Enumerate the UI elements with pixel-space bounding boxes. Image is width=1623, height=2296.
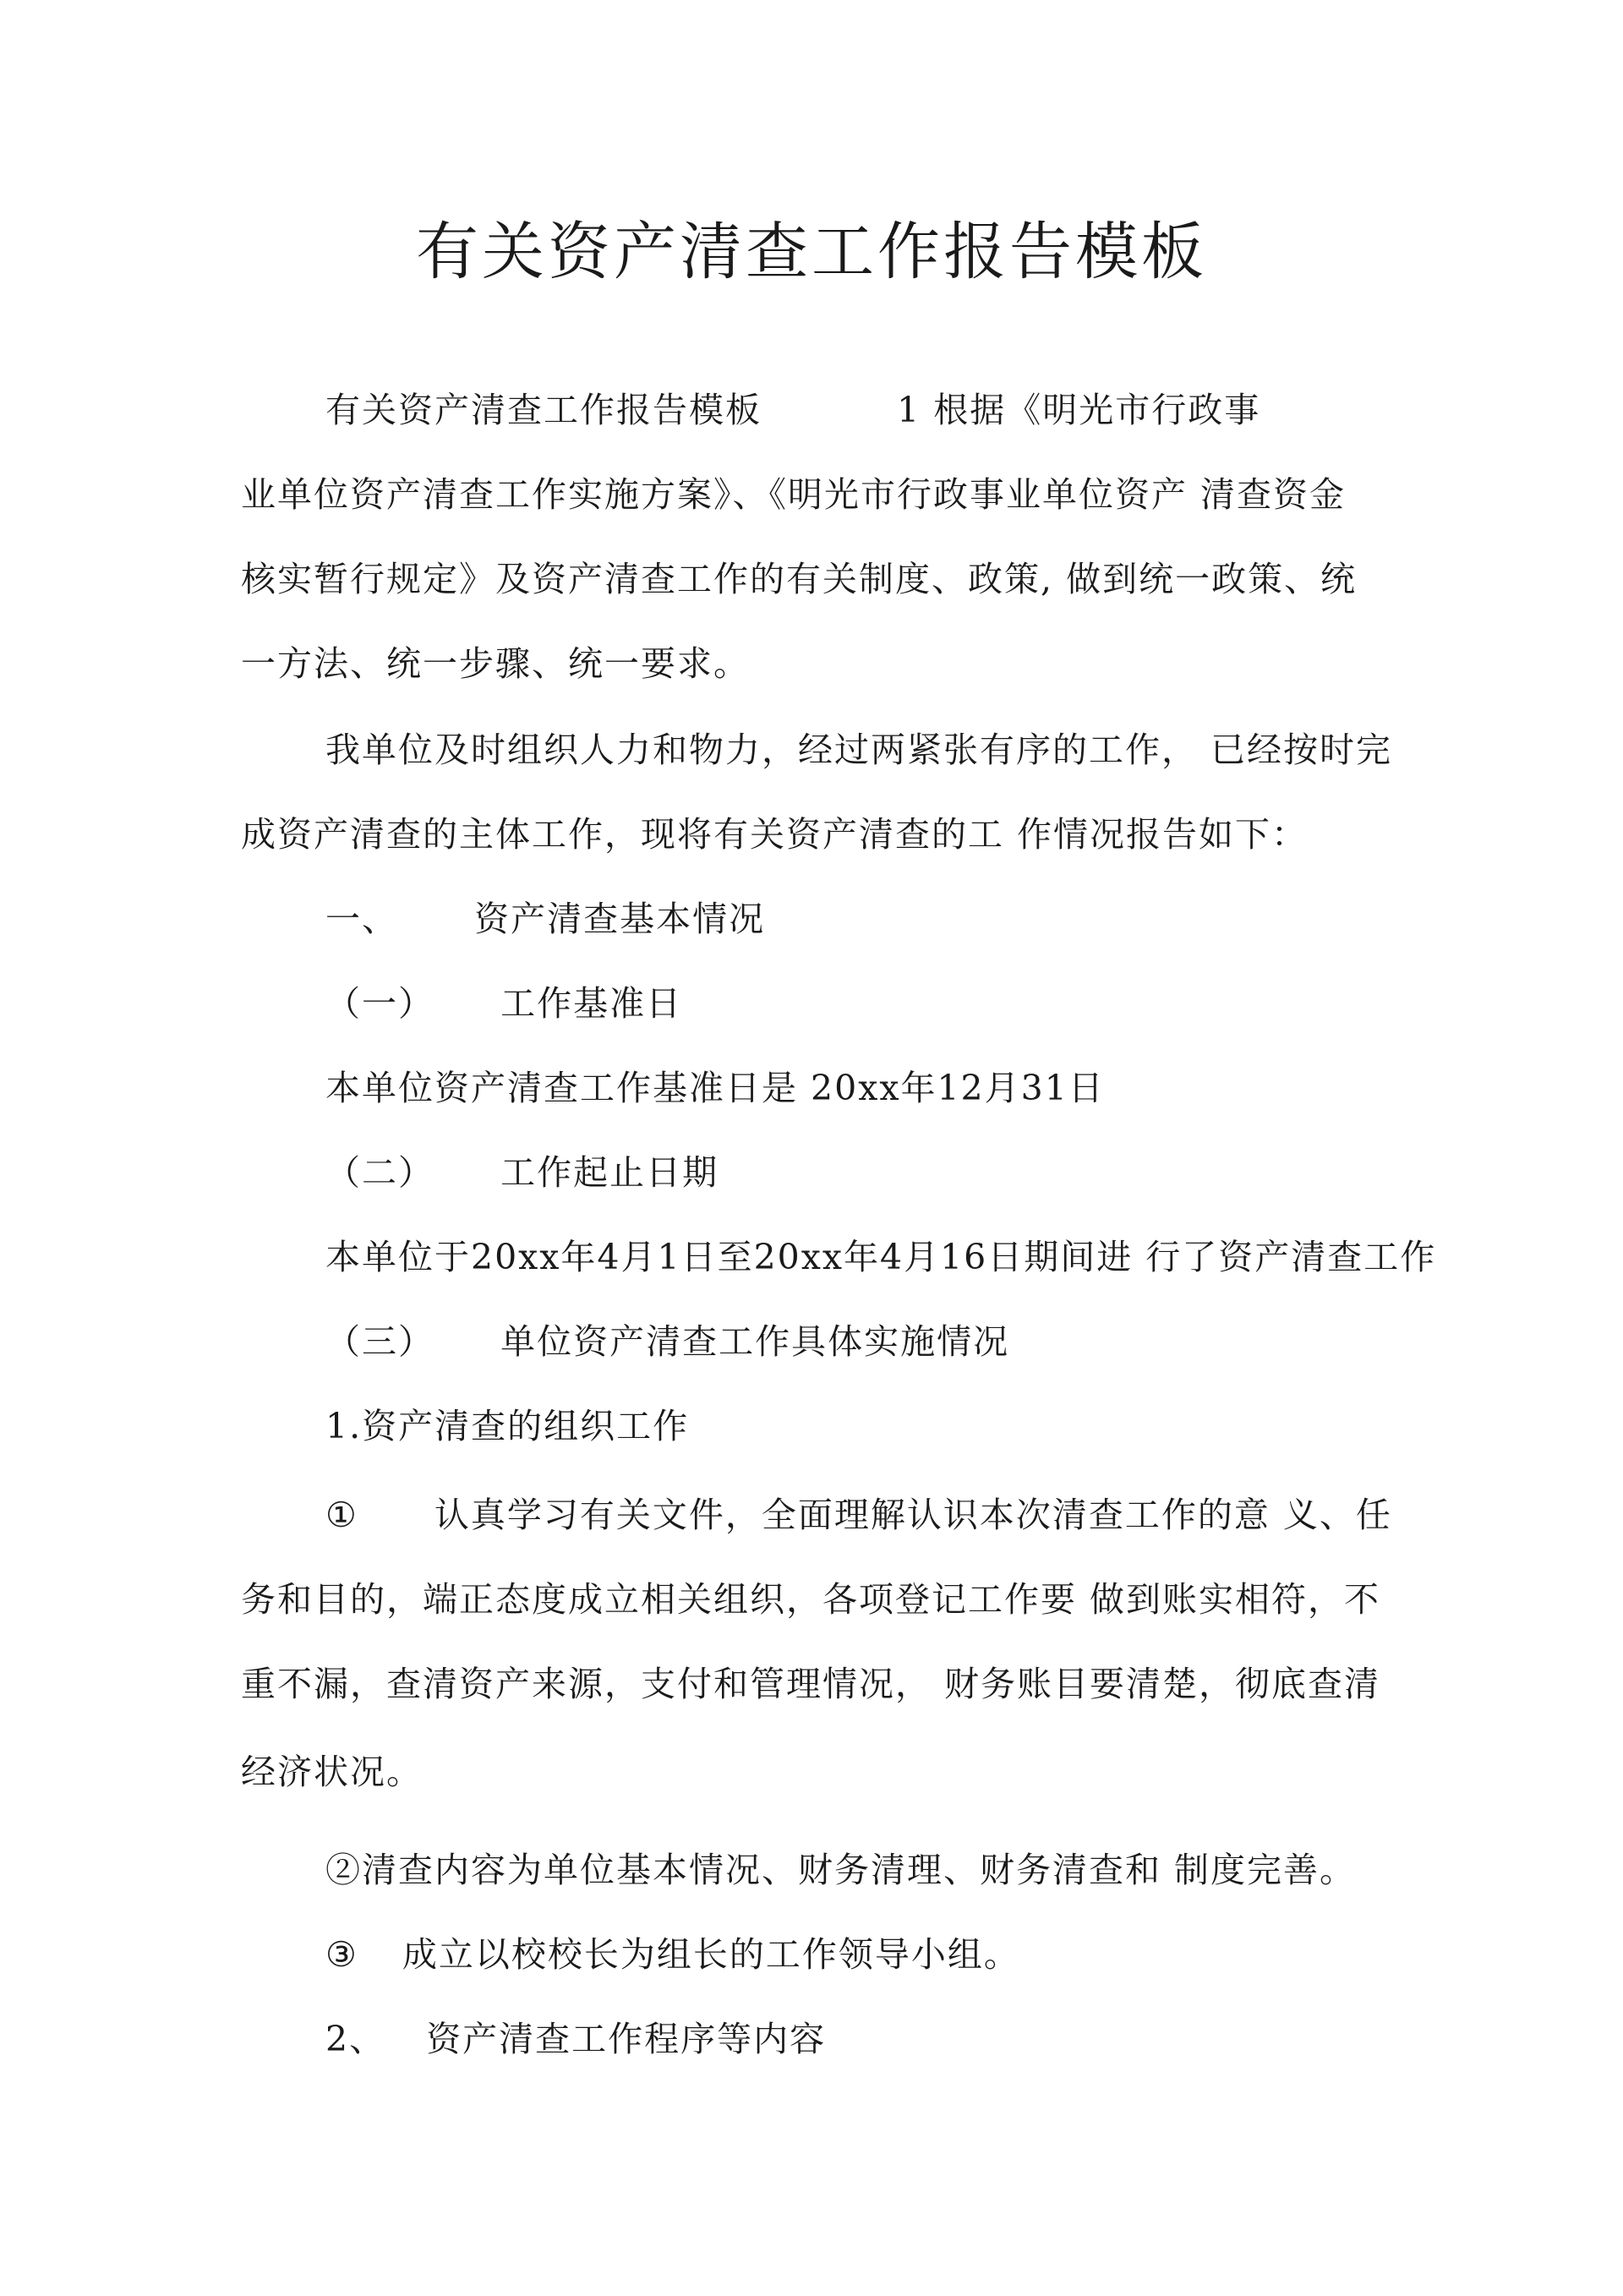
paragraph-2-line-1: 我单位及时组织人力和物力，经过两紧张有序的工作， 已经按时完: [325, 730, 1393, 770]
list-item-1-heading: 1.资产清查的组织工作: [325, 1406, 690, 1446]
subsection-heading-3-number: （三）: [325, 1321, 434, 1362]
subsection-heading-1: [325, 978, 682, 1029]
paragraph-2-line-2: 成资产清查的主体工作，现将有关资产清查的工 作情况报告如下：: [241, 814, 1309, 855]
paragraph-1-lead: 有关资产清查工作报告模板: [325, 390, 762, 430]
circled-item-1-number: ①: [325, 1495, 358, 1535]
subsection-heading-2-number: （二）: [325, 1152, 434, 1193]
list-item-2-heading: [325, 2014, 826, 2064]
section-heading-1-number: 一、: [325, 899, 398, 939]
circled-item-1-line-1: [325, 1490, 1392, 1540]
subsection-2-body: 本单位于20xx年4月1日至20xx年4月16日期间进 行了资产清查工作: [325, 1237, 1437, 1277]
subsection-1-body: 本单位资产清查工作基准日是 20xx年12月31日: [325, 1068, 1105, 1108]
circled-item-3-number: ③: [325, 1934, 358, 1975]
section-heading-1-text: 资产清查基本情况: [474, 899, 766, 939]
list-item-2-text: 资产清查工作程序等内容: [426, 2019, 827, 2059]
paragraph-1-line-3: 核实暂行规定》及资产清查工作的有关制度、政策, 做到统一政策、统: [241, 559, 1358, 599]
paragraph-1-line-2: 业单位资产清查工作实施方案》、《明光市行政事业单位资产 清查资金: [241, 474, 1347, 515]
paragraph-1-line-4: 一方法、统一步骤、统一要求。: [241, 643, 750, 684]
paragraph-1-line-1: [325, 385, 1260, 435]
document-title: 有关资产清查工作报告模板: [416, 216, 1207, 288]
circled-item-3-text: 成立以校校长为组长的工作领导小组。: [402, 1934, 1020, 1975]
subsection-heading-2: [325, 1147, 719, 1198]
subsection-heading-3: [325, 1316, 1009, 1367]
list-item-2-number: 2、: [325, 2019, 386, 2059]
circled-item-1-line-3: 重不漏，查清资产来源，支付和管理情况， 财务账目要清楚，彻底查清: [241, 1664, 1381, 1704]
circled-item-2: ②清查内容为单位基本情况、财务清理、财务清查和 制度完善。: [325, 1850, 1357, 1890]
paragraph-1-reference: 1 根据《明光市行政事: [897, 390, 1261, 430]
section-heading-1: [325, 894, 765, 944]
subsection-heading-1-number: （一）: [325, 983, 434, 1024]
circled-item-1-text: 认真学习有关文件，全面理解认识本次清查工作的意 义、任: [434, 1495, 1392, 1535]
subsection-heading-3-text: 单位资产清查工作具体实施情况: [500, 1321, 1010, 1362]
circled-item-1-line-2: 务和目的，端正态度成立相关组织，各项登记工作要 做到账实相符，不: [241, 1579, 1381, 1620]
circled-item-1-line-4: 经济状况。: [241, 1752, 423, 1792]
circled-item-3: [325, 1929, 1020, 1980]
subsection-heading-2-text: 工作起止日期: [500, 1152, 719, 1193]
subsection-heading-1-text: 工作基准日: [500, 983, 683, 1024]
